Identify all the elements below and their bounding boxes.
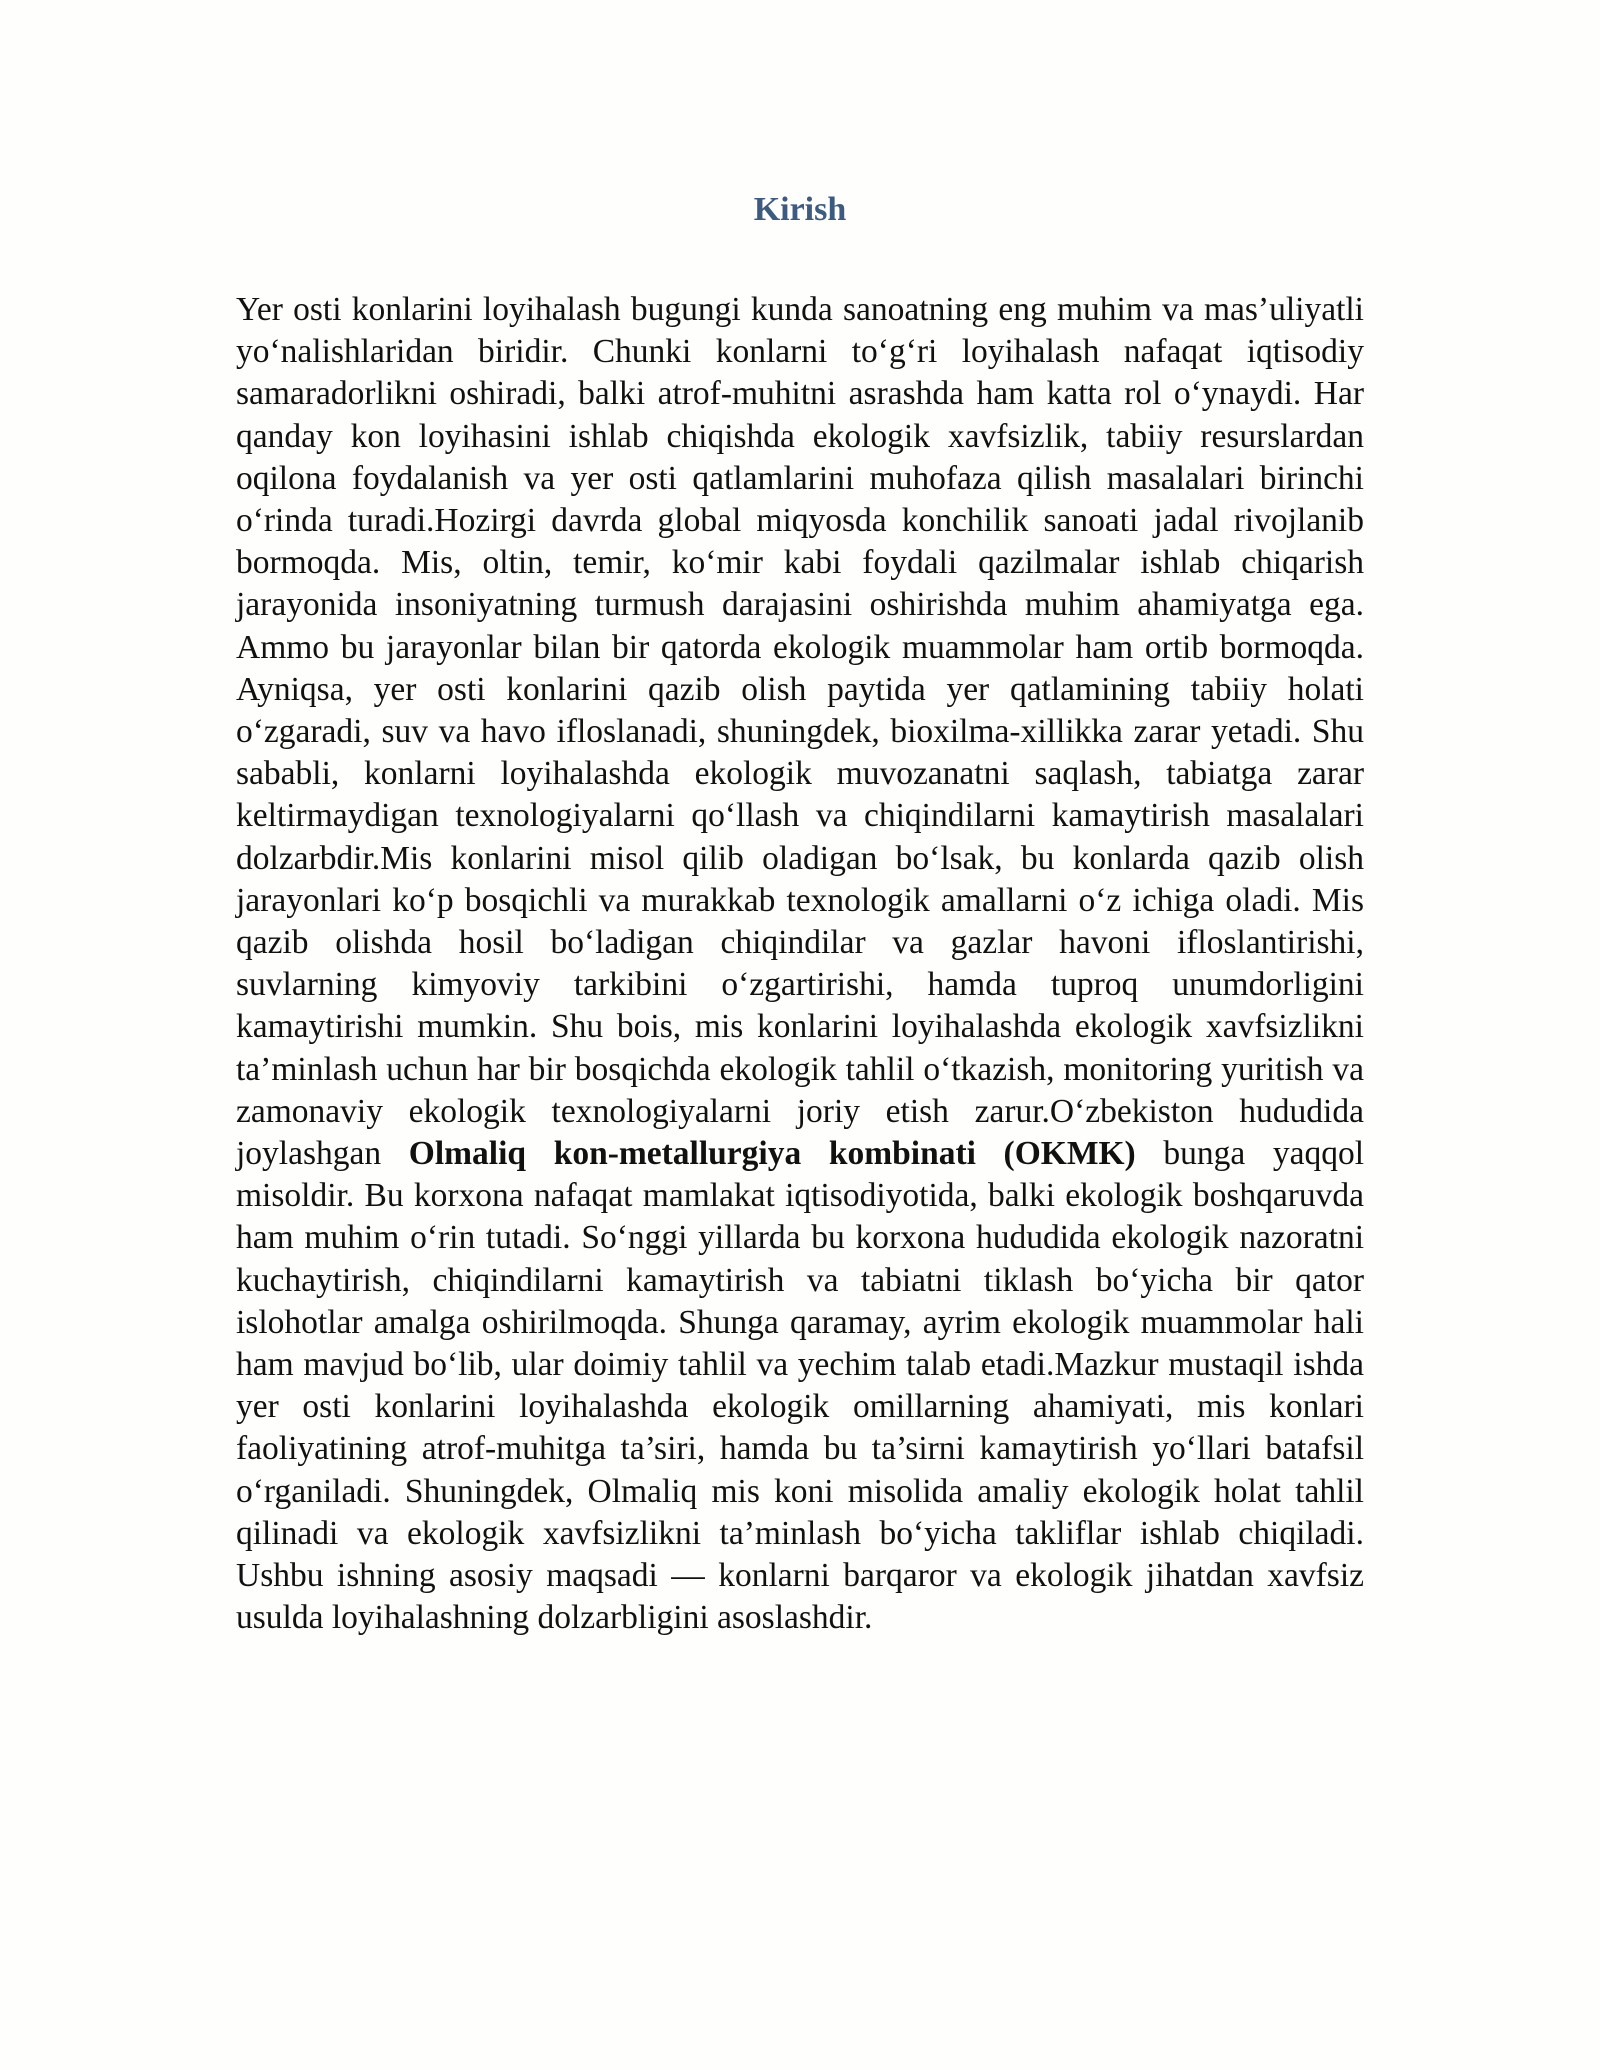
paragraph-bold-company-name: Olmaliq kon-metallurgiya kombinati (OKMK) — [408, 1135, 1136, 1173]
paragraph-text-part-1: Yer osti konlarini loyihalash bugungi kunda sanoatning eng muhim va mas’uliyatli yo‘nalishlaridan biridir. Chunki konlarni to‘g‘ri loyihalash nafaqat iqtisodiy samaradorlikni oshiradi, balki atrof-muhitni asrashda ham katta rol o‘ynaydi. Har qanday kon loyihasini ishlab chiqishda ekologik xavfsizlik, tabiiy resurslardan oqilona foydalanish va yer osti qatlamlarini muhofaza qilish masalalari birinchi o‘rinda turadi.Hozirgi davrda global miqyosda konchilik sanoati jadal rivojlanib bormoqda. Mis, oltin, temir, ko‘mir kabi foydali qazilmalar ishlab chiqarish jarayonida insoniyatning turmush darajasini oshirishda muhim ahamiyatga ega. Ammo bu jarayonlar bilan bir qatorda ekologik muammolar ham ortib bormoqda. Ayniqsa, yer osti konlarini qazib olish paytida yer qatlamining tabiiy holati o‘zgaradi, suv va havo ifloslanadi, shuningdek, bioxilma-xillikka zarar yetadi. Shu sababli, konlarni loyihalashda ekologik muvozanatni saqlash, tabiatga zarar keltirmaydigan texnologiyalarni qo‘llash va chiqindilarni kamaytirish masalalari dolzarbdir.Mis konlarini misol qilib oladigan bo‘lsak, bu konlarda qazib olish jarayonlari ko‘p bosqichli va murakkab texnologik amallarni o‘z ichiga oladi. Mis qazib olishda hosil bo‘ladigan chiqindilar va gazlar havoni ifloslantirishi, suvlarning kimyoviy tarkibini o‘zgartirishi, hamda tuproq unumdorligini kamaytirishi mumkin. Shu bois, mis konlarini loyihalashda ekologik xavfsizlikni ta’minlash uchun har bir bosqichda ekologik tahlil o‘tkazish, monitoring yuritish va zamonaviy ekologik texnologiyalarni joriy etish zarur.O‘zbekiston hududida joylashgan — [236, 291, 1364, 1173]
body-paragraph — [236, 289, 1364, 1640]
page-title: Kirish — [753, 191, 847, 228]
paragraph-text-part-2: bunga yaqqol misoldir. Bu korxona nafaqat mamlakat iqtisodiyotida, balki ekologik boshqaruvda ham muhim o‘rin tutadi. So‘nggi yillarda bu korxona hududida ekologik nazoratni kuchaytirish, chiqindilarni kamaytirish va tabiatni tiklash bo‘yicha bir qator islohotlar amalga oshirilmoqda. Shunga qaramay, ayrim ekologik muammolar hali ham mavjud bo‘lib, ular doimiy tahlil va yechim talab etadi.Mazkur mustaqil ishda yer osti konlarini loyihalashda ekologik omillarning ahamiyati, mis konlari faoliyatining atrof-muhitga ta’siri, hamda bu ta’sirni kamaytirish yo‘llari batafsil o‘rganiladi. Shuningdek, Olmaliq mis koni misolida amaliy ekologik holat tahlil qilinadi va ekologik xavfsizlikni ta’minlash bo‘yicha takliflar ishlab chiqiladi. Ushbu ishning asosiy maqsadi — konlarni barqaror va ekologik jihatdan xavfsiz usulda loyihalashning dolzarbligini asoslashdir. — [236, 1135, 1364, 1637]
